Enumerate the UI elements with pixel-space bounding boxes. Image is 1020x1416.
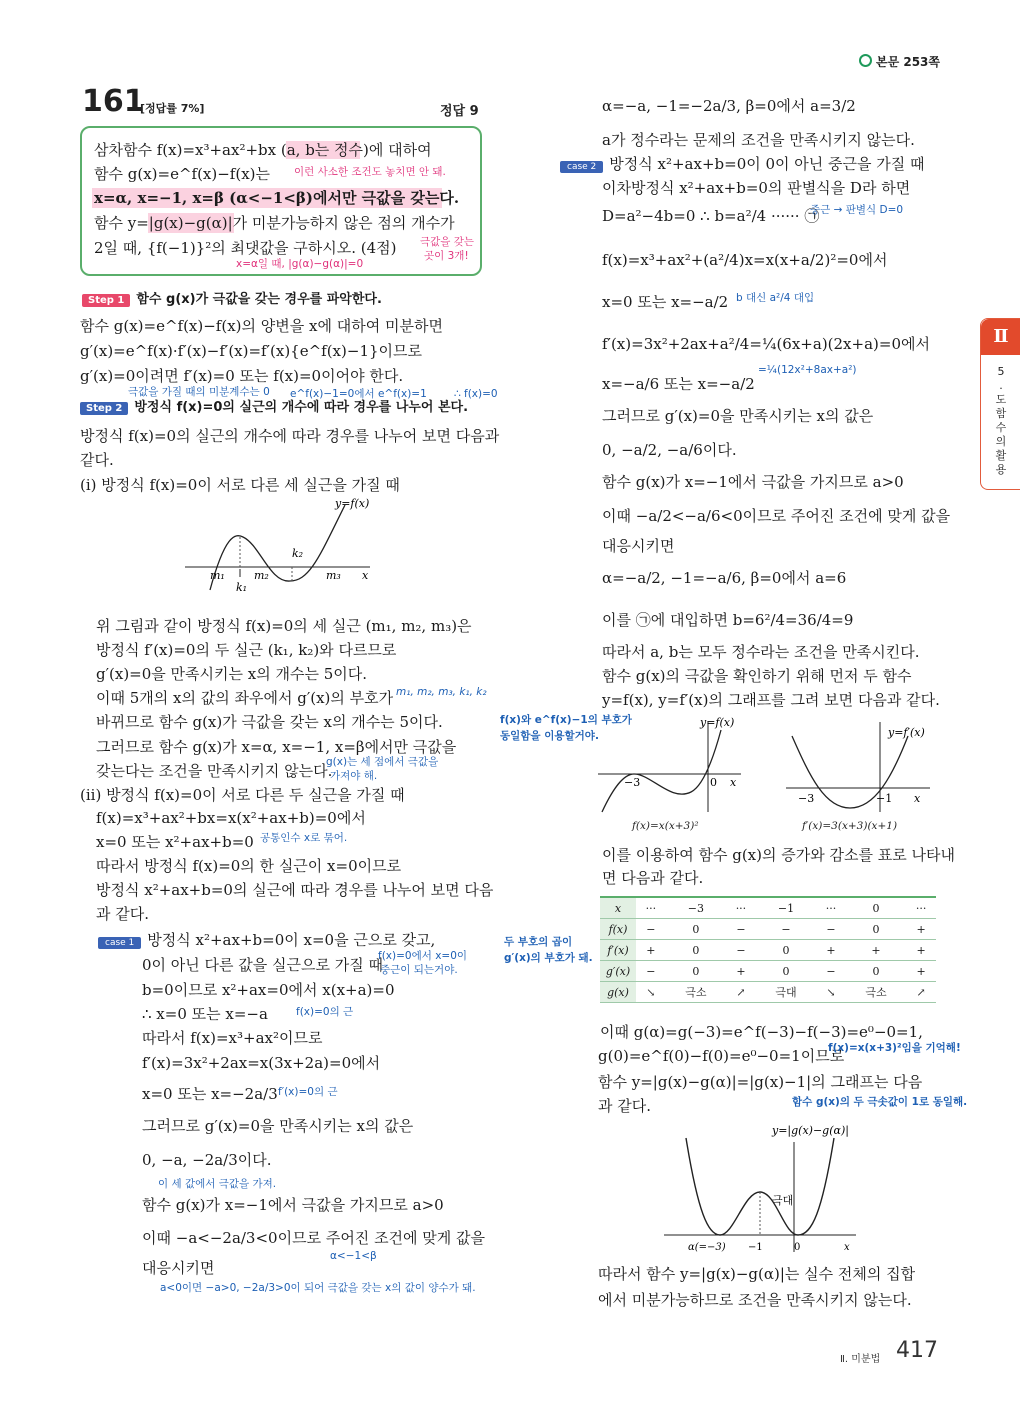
- text-line: 과 같다.: [96, 905, 150, 923]
- annotation: f(x)=0에서 x=0이: [378, 950, 468, 962]
- critical-label: k₂: [292, 547, 304, 560]
- text-line: 0, −a/2, −a/6이다.: [602, 441, 737, 459]
- chapter-title: 5 . 도 함 수 의 활 용: [995, 365, 1007, 476]
- problem-line: 2일 때, {f(−1)}²의 최댓값을 구하시오. (4점): [94, 239, 397, 257]
- annotation: 두 부호의 곱이: [504, 936, 573, 948]
- text-line: 이차방정식 x²+ax+b=0의 판별식을 D라 하면: [602, 179, 911, 197]
- annotation: 함수 g(x)의 두 극솟값이 1로 동일해.: [792, 1096, 968, 1108]
- text-line: f′(x)=3x²+2ax=x(3x+2a)=0에서: [142, 1054, 381, 1072]
- root-label: m₂: [254, 569, 269, 582]
- tick-label: −3: [798, 792, 815, 805]
- axis-label: x: [730, 776, 737, 789]
- text-line: 0이 아닌 다른 값을 실근으로 가질 때: [142, 956, 384, 974]
- tick-label: 0: [710, 776, 717, 789]
- text-line: 대응시키면: [602, 537, 675, 555]
- annotation: e^f(x)−1=0에서 e^f(x)=1: [290, 388, 427, 400]
- text-line: x=0 또는 x=−2a/3: [142, 1085, 278, 1103]
- text-line: 이때 5개의 x의 값의 좌우에서 g′(x)의 부호가: [96, 689, 394, 707]
- text-line: x=0 또는 x=−a/2: [602, 293, 729, 311]
- text-line: 갖는다는 조건을 만족시키지 않는다.: [96, 762, 333, 780]
- text-line: f(x)=x³+ax²+(a²/4)x=x(x+a/2)²=0에서: [602, 251, 888, 269]
- critical-label: k₁: [236, 581, 248, 594]
- problem-line: 함수 y=|g(x)−g(α)|가 미분가능하지 않은 점의 개수가: [94, 214, 455, 232]
- problem-line: 함수 g(x)=e^f(x)−f(x)는: [94, 165, 271, 183]
- case-heading: case 2 방정식 x²+ax+b=0이 0이 아닌 중근을 가질 때: [560, 154, 925, 177]
- text-line: 같다.: [80, 451, 114, 469]
- fprime-graph: [780, 712, 940, 822]
- text-line: 방정식 f′(x)=0의 두 실근 (k₁, k₂)와 다르므로: [96, 641, 397, 659]
- annotation: 이 세 값에서 극값을 가져.: [158, 1178, 277, 1190]
- text-line: f(x)=x³+ax²+bx=x(x²+ax+b)=0에서: [96, 809, 366, 827]
- text-line: 바뀌므로 함수 g(x)가 극값을 갖는 x의 개수는 5이다.: [96, 713, 443, 731]
- annotation: 공통인수 x로 묶어.: [260, 832, 348, 844]
- text-line: 에서 미분가능하므로 조건을 만족시키지 않는다.: [598, 1291, 912, 1309]
- footer-section: Ⅱ. 미분법: [840, 1354, 881, 1365]
- annotation: ∴ f(x)=0: [454, 388, 498, 400]
- text-line: 따라서 a, b는 모두 정수라는 조건을 만족시킨다.: [602, 643, 920, 661]
- step-heading: Step 1 함수 g(x)가 극값을 갖는 경우를 파악한다.: [82, 290, 382, 311]
- annotation: f(x)와 e^f(x)−1의 부호가: [500, 714, 632, 726]
- text-line: x=0 또는 x²+ax+b=0: [96, 833, 254, 851]
- text-line: 그러므로 g′(x)=0을 만족시키는 x의 값은: [602, 407, 874, 425]
- tick-label: −1: [748, 1242, 763, 1253]
- root-label: m₃: [326, 569, 341, 582]
- annotation: b 대신 a²/4 대입: [736, 292, 815, 304]
- annotation: f(x)=0의 근: [296, 1006, 354, 1018]
- text-line: 0, −a, −2a/3이다.: [142, 1151, 272, 1169]
- text-line: 함수 g(x)의 극값을 확인하기 위해 먼저 두 함수: [602, 667, 912, 685]
- annotation: f(x)=x(x+3)²임을 기억해!: [828, 1042, 961, 1054]
- answer-label: 정답 9: [440, 104, 479, 119]
- text-line: 과 같다.: [598, 1097, 652, 1115]
- annotation: g(x)는 세 점에서 극값을: [326, 756, 439, 768]
- graph-caption: f′(x)=3(x+3)(x+1): [802, 820, 898, 832]
- text-line: y=f(x), y=f′(x)의 그래프를 그려 보면 다음과 같다.: [602, 691, 940, 709]
- text-line: 그러므로 함수 g(x)가 x=α, x=−1, x=β에서만 극값을: [96, 738, 457, 756]
- chapter-number: Ⅱ: [981, 319, 1020, 355]
- annotation: =¼(12x²+8ax+a²): [758, 364, 857, 376]
- text-line: 그러므로 g′(x)=0을 만족시키는 x의 값은: [142, 1117, 414, 1135]
- circle-icon: [859, 54, 872, 67]
- root-label: m₁: [210, 569, 225, 582]
- extremum-label: 극대: [772, 1194, 794, 1207]
- text-line: g′(x)=0을 만족시키는 x의 개수는 5이다.: [96, 665, 368, 683]
- sign-table: [600, 896, 936, 1003]
- tick-label: −3: [624, 776, 641, 789]
- axis-label: x: [914, 792, 921, 805]
- text-line: 함수 y=|g(x)−g(α)|=|g(x)−1|의 그래프는 다음: [598, 1073, 923, 1091]
- annotation: α<−1<β: [330, 1250, 377, 1262]
- text-line: f′(x)=3x²+2ax+a²/4=¼(6x+a)(2x+a)=0에서: [602, 335, 930, 353]
- step-heading: Step 2 방정식 f(x)=0의 실근의 개수에 따라 경우를 나누어 본다.: [80, 398, 468, 419]
- box-note: 이런 사소한 조건도 놓치면 안 돼.: [294, 166, 446, 178]
- graph-caption: f(x)=x(x+3)²: [632, 820, 699, 832]
- correct-rate: [정답률 7%]: [140, 102, 205, 115]
- table-row: x ··· −3 ··· −1 ··· 0 ···: [600, 897, 936, 919]
- text-line: ∴ x=0 또는 x=−a: [142, 1005, 268, 1023]
- problem-line: 삼차함수 f(x)=x³+ax²+bx (a, b는 정수)에 대하여: [94, 141, 432, 159]
- text-line: g′(x)=e^f(x)·f′(x)−f′(x)=f′(x){e^f(x)−1}이므로: [80, 342, 422, 360]
- box-note: x=α일 때, |g(α)−g(α)|=0: [236, 258, 364, 270]
- cubic-graph: [180, 495, 380, 600]
- annotation: 중근 → 판별식 D=0: [810, 204, 904, 216]
- text-line: g′(x)=0이려면 f′(x)=0 또는 f(x)=0이어야 한다.: [80, 367, 404, 385]
- text-line: 방정식 f(x)=0의 실근의 개수에 따라 경우를 나누어 보면 다음과: [80, 427, 500, 445]
- text-line: (ii) 방정식 f(x)=0이 서로 다른 두 실근을 가질 때: [80, 786, 405, 804]
- graph-title: y=f(x): [335, 497, 370, 510]
- text-line: 함수 g(x)=e^f(x)−f(x)의 양변을 x에 대하여 미분하면: [80, 317, 443, 335]
- text-line: 이때 −a/2<−a/6<0이므로 주어진 조건에 맞게 값을: [602, 507, 951, 525]
- text-line: 따라서 f(x)=x³+ax²이므로: [142, 1029, 323, 1047]
- table-row: f′(x) + 0 − 0 + + +: [600, 940, 936, 961]
- annotation: m₁, m₂, m₃, k₁, k₂: [396, 686, 487, 698]
- text-line: 면 다음과 같다.: [602, 869, 704, 887]
- problem-number: 161: [82, 84, 145, 119]
- text-line: 따라서 방정식 f(x)=0의 한 실근이 x=0이므로: [96, 857, 402, 875]
- text-line: 함수 g(x)가 x=−1에서 극값을 가지므로 a>0: [142, 1196, 444, 1214]
- graph-title: y=|g(x)−g(α)|: [772, 1124, 849, 1137]
- axis-label: x: [844, 1242, 850, 1253]
- text-line: a가 정수라는 문제의 조건을 만족시키지 않는다.: [602, 131, 915, 149]
- axis-label: x: [362, 569, 369, 582]
- text-line: 이를 ㉠에 대입하면 b=6²/4=36/4=9: [602, 611, 854, 629]
- annotation: 극값을 가질 때의 미분계수는 0: [128, 386, 270, 398]
- text-line: 이때 −a<−2a/3<0이므로 주어진 조건에 맞게 값을: [142, 1229, 486, 1247]
- graph-title: y=f′(x): [888, 726, 925, 739]
- problem-line: x=α, x=−1, x=β (α<−1<β)에서만 극값을 갖는다.: [94, 189, 460, 207]
- text-line: 대응시키면: [142, 1259, 215, 1277]
- tick-label: α(=−3): [688, 1242, 726, 1253]
- graph-title: y=f(x): [700, 716, 735, 729]
- text-line: (i) 방정식 f(x)=0이 서로 다른 세 실근을 가질 때: [80, 476, 400, 494]
- annotation: 가져야 해.: [330, 770, 378, 782]
- table-row: g′(x) − 0 + 0 − 0 +: [600, 961, 936, 982]
- annotation: 동일함을 이용할거야.: [500, 730, 599, 742]
- text-line: x=−a/6 또는 x=−a/2: [602, 375, 755, 393]
- abs-g-graph: [660, 1122, 860, 1262]
- text-line: 방정식 x²+ax+b=0의 실근에 따라 경우를 나누어 보면 다음: [96, 881, 494, 899]
- text-line: 이를 이용하여 함수 g(x)의 증가와 감소를 표로 나타내: [602, 846, 955, 864]
- f-graph: [596, 712, 746, 822]
- chapter-tab: [980, 318, 1020, 490]
- case-heading: case 1 방정식 x²+ax+b=0이 x=0을 근으로 갖고,: [98, 930, 435, 953]
- annotation: g′(x)의 부호가 돼.: [504, 952, 593, 964]
- page-reference: 본문 253쪽: [859, 53, 940, 70]
- text-line: α=−a/2, −1=−a/6, β=0에서 a=6: [602, 569, 847, 587]
- text-line: b=0이므로 x²+ax=0에서 x(x+a)=0: [142, 981, 395, 999]
- box-note: 곳이 3개!: [424, 250, 469, 262]
- annotation: f′(x)=0의 근: [278, 1086, 338, 1098]
- table-row: g(x) ↘ 극소 ↗ 극대 ↘ 극소 ↗: [600, 982, 936, 1003]
- annotation: a<0이면 −a>0, −2a/3>0이 되어 극값을 갖는 x의 값이 양수가 돼.: [160, 1282, 476, 1294]
- text-line: 이때 g(α)=g(−3)=e^f(−3)−f(−3)=e⁰−0=1,: [600, 1023, 923, 1041]
- box-note: 극값을 갖는: [420, 236, 475, 248]
- text-line: 따라서 함수 y=|g(x)−g(α)|는 실수 전체의 집합: [598, 1265, 916, 1283]
- table-row: f(x) − 0 − − − 0 +: [600, 919, 936, 940]
- tick-label: 0: [794, 1242, 801, 1253]
- page-number: 417: [896, 1338, 938, 1363]
- text-line: 함수 g(x)가 x=−1에서 극값을 가지므로 a>0: [602, 473, 904, 491]
- text-line: 위 그림과 같이 방정식 f(x)=0의 세 실근 (m₁, m₂, m₃)은: [96, 617, 472, 635]
- text-line: α=−a, −1=−2a/3, β=0에서 a=3/2: [602, 97, 856, 115]
- text-line: g(0)=e^f(0)−f(0)=e⁰−0=1이므로: [598, 1047, 845, 1065]
- tick-label: −1: [876, 792, 893, 805]
- text-line: D=a²−4b=0 ∴ b=a²/4 ······ ㉠: [602, 207, 820, 225]
- annotation: 중근이 되는거야.: [380, 964, 458, 976]
